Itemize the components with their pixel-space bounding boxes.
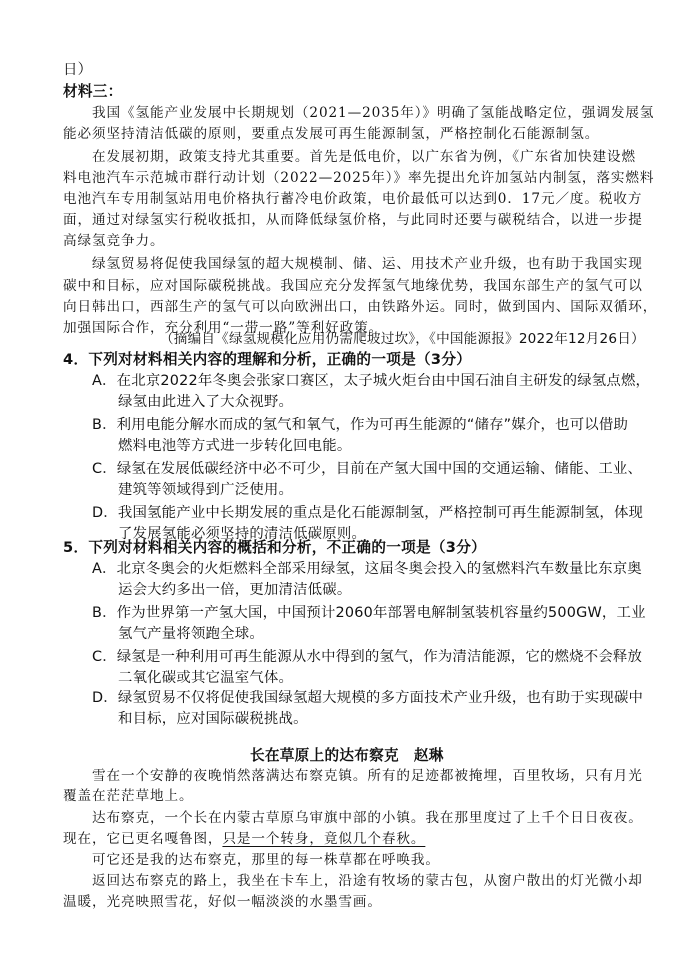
- material3-paragraph3-line: 绿氢贸易将促使我国绿氢的超大规模制、储、运、用技术产业升级，也有助于我国实现: [92, 256, 643, 272]
- essay-underlined-sentence: 只是一个转身，竟似几个春秋。: [222, 831, 426, 847]
- material3-paragraph1-line: 能必须坚持清洁低碳的原则，要重点发展可再生能源制氢，严格控制化石能源制氢。: [63, 126, 600, 142]
- material3-paragraph3-line: 加强国际合作，充分利用“一带一路”等利好政策。: [63, 320, 384, 336]
- material3-paragraph1-line: 我国《氢能产业发展中长期规划（2021—2035年）》明确了氢能战略定位，强调发展氢: [92, 105, 655, 121]
- material3-paragraph2-line: 在发展初期，政策支持尤其重要。首先是低电价，以广东省为例，《广东省加快建设燃: [92, 149, 636, 165]
- essay-paragraph-line: [63, 829, 425, 849]
- essay-title: 长在草原上的达布察克 赵琳: [250, 747, 444, 764]
- essay-paragraph-line: 可它还是我的达布察克，那里的每一株草都在呼唤我。: [92, 852, 440, 868]
- material3-source: （摘编自《绿氢规模化应用仍需爬坡过坎》，《中国能源报》2022年12月26日）: [160, 331, 645, 347]
- material3-paragraph2-line: 电池汽车专用制氢站用电价格执行蓄冷电价政策，电价最低可以达到0．17元／度。税收方: [63, 191, 643, 207]
- material3-paragraph3-line: 向日韩出口，西部生产的氢气可以向欧洲出口，由铁路外运。同时，做到国内、国际双循环，: [63, 299, 658, 315]
- question4-option-a: A．在北京2022年冬奥会张家口赛区，太子城火炬台由中国石油自主研发的绿氢点燃，: [92, 373, 651, 389]
- essay-paragraph-line: 雪在一个安静的夜晚悄然落满达布察克镇。所有的足迹都被掩埋，百里牧场，只有月光: [92, 768, 643, 784]
- material3-paragraph2-line: 料电池汽车示范城市群行动计划（2022—2025年）》率先提出允许加氢站内制氢，落实燃料: [63, 170, 655, 186]
- question5-option-d: D．绿氢贸易不仅将促使我国绿氢超大规模的多方面技术产业升级，也有助于实现碳中: [92, 690, 644, 706]
- question4-stem: 4．下列对材料相关内容的理解和分析，正确的一项是（3分）: [63, 351, 472, 368]
- question5-option-a-cont: 运会大约多出一倍，更加清洁低碳。: [118, 582, 352, 598]
- question4-option-c: C．绿氢在发展低碳经济中必不可少，目前在产氢大国中国的交通运输、储能、工业、: [92, 461, 643, 477]
- essay-paragraph-line: 返回达布察克的路上，我坐在卡车上，沿途有牧场的蒙古包，从窗户散出的灯光微小却: [92, 873, 643, 889]
- question5-option-c: C．绿氢是一种利用可再生能源从水中得到的氢气，作为清洁能源，它的燃烧不会释放: [92, 649, 643, 665]
- question4-option-c-cont: 建筑等领域得到广泛使用。: [118, 482, 294, 498]
- question5-option-a: A．北京冬奥会的火炬燃料全部采用绿氢，这届冬奥会投入的氢燃料汽车数量比东京奥: [92, 561, 642, 577]
- question4-option-b-cont: 燃料电池等方式进一步转化回电能。: [118, 438, 352, 454]
- material3-heading: 材料三：: [63, 83, 123, 100]
- question4-option-b: B．利用电能分解水而成的氢气和氧气，作为可再生能源的“储存”媒介，也可以借助: [92, 417, 629, 433]
- question5-stem: 5．下列对材料相关内容的概括和分析，不正确的一项是（3分）: [63, 539, 487, 556]
- essay-paragraph-line: 达布察克，一个长在内蒙古草原乌审旗中部的小镇。我在那里度过了上千个日日夜夜。: [92, 810, 643, 826]
- question5-option-c-cont: 二氧化碳或其它温室气体。: [118, 670, 294, 686]
- material3-paragraph3-line: 碳中和目标，应对国际碳税挑战。我国应充分发挥氢气地缘优势，我国东部生产的氢气可以: [63, 278, 643, 294]
- essay-paragraph-line: 温暖，光亮映照雪花，好似一幅淡淡的水墨雪画。: [63, 894, 382, 910]
- material3-paragraph2-line: 面，通过对绿氢实行税收抵扣，从而降低绿氢价格，与此同时还要与碳税结合，以进一步提: [63, 212, 643, 228]
- question5-option-d-cont: 和目标，应对国际碳税挑战。: [118, 711, 308, 727]
- material3-paragraph2-line: 高绿氢竞争力。: [63, 233, 165, 249]
- top-fragment: 日）: [63, 62, 93, 78]
- question4-option-a-cont: 绿氢由此进入了大众视野。: [118, 394, 294, 410]
- essay-text: 现在，它已更名嘎鲁图，: [63, 831, 223, 847]
- question5-option-b-cont: 氢气产量将领跑全球。: [118, 626, 264, 642]
- essay-paragraph-line: 覆盖在茫茫草地上。: [63, 788, 194, 804]
- question4-option-d-cont: 了发展氢能必须坚持的清洁低碳原则。: [118, 526, 367, 542]
- question4-option-d: D．我国氢能产业中长期发展的重点是化石能源制氢，严格控制可再生能源制氢，体现: [92, 505, 644, 521]
- question5-option-b: B．作为世界第一产氢大国，中国预计2060年部署电解制氢装机容量约500GW，工业: [92, 605, 646, 621]
